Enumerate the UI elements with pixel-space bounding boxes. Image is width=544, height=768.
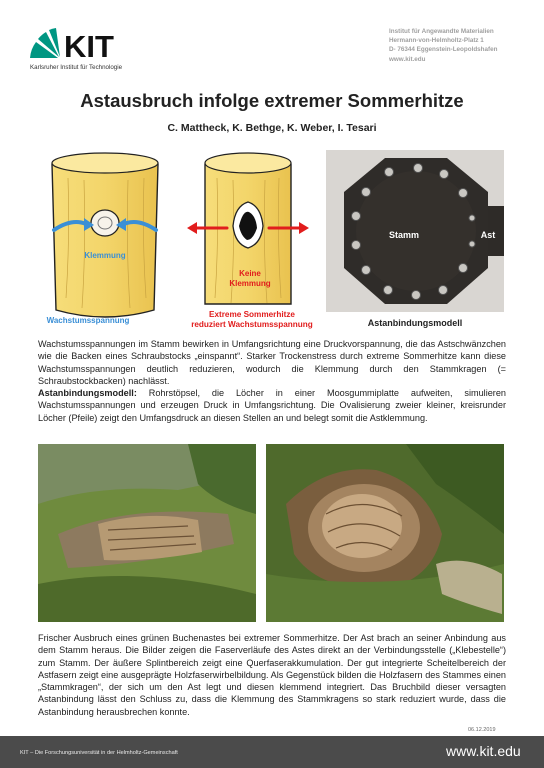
institute-line: Hermann-von-Helmholtz-Platz 1 <box>389 37 484 45</box>
heat-caption-line: reduziert Wachstumsspannung <box>191 320 313 329</box>
no-clamp-label: Keine <box>239 269 261 278</box>
authors: C. Mattheck, K. Bethge, K. Weber, I. Tesari <box>167 122 377 134</box>
page-title: Astausbruch infolge extremer Sommerhitze <box>80 90 464 111</box>
branch-model-photo <box>326 150 504 312</box>
paragraph-1 <box>38 338 506 424</box>
heat-caption-line: Extreme Sommerhitze <box>208 310 295 319</box>
logo-subtitle: Karlsruher Institut für Technologie <box>30 64 123 71</box>
institute-address <box>389 27 497 64</box>
svg-text:KIT: KIT <box>64 29 114 64</box>
branch-label: Ast <box>480 230 496 240</box>
institute-line: www.kit.edu <box>389 55 426 63</box>
clamping-sketch <box>40 148 170 326</box>
footer-website-link[interactable]: www.kit.edu <box>446 743 521 759</box>
stem-label: Stamm <box>388 230 420 240</box>
no-clamp-label: Klemmung <box>229 279 271 288</box>
branch-break-photo-right <box>266 444 504 622</box>
branch-break-photo-left <box>38 444 256 622</box>
model-caption: Astanbindungsmodell <box>367 318 463 328</box>
paragraph-1-text: Wachstumsspannungen im Stamm bewirken in Umfangsrichtung eine Druckvorspannung, die das Astschwänzchen wie die Backen eines Schraubstocks „einspannt“. Starker Trockenstress durch extreme Sommerhitze kann diese Wachstumsspannungen deutlich reduzieren, wodurch die Klemmung durch den Stammkragen (= Schraubstockbacken) nachlässt. <box>38 339 506 386</box>
institute-line: Institut für Angewandte Materialien <box>389 28 494 35</box>
kit-logo <box>28 24 148 80</box>
model-heading: Astanbindungsmodell: <box>38 388 137 399</box>
date: 06.12.2019 <box>468 727 496 733</box>
model-text: Rohrstöpsel, die Löcher in einer Moosgummiplatte aufweiten, simulieren Wachstumsspannungen und erzeugen Druck in Umfangsrichtung. Die Ovalisierung zweier kleiner, kreisrunder Löcher (Pfeile) zeigt den Umfangsdruck an diesen Stellen an und belegt somit die Astklemmung. <box>38 388 506 423</box>
growth-stress-caption: Wachstumsspannung <box>46 316 130 325</box>
clamp-label: Klemmung <box>84 251 126 260</box>
paragraph-2: Frischer Ausbruch eines grünen Buchenastes bei extremer Sommerhitze. Der Ast brach an seiner Anbindung aus dem Stamm heraus. Die Bilder zeigen die Faserverläufe des Astes direkt an der Verbindungsstelle („Klebestelle“) zum Stamm. Der äußere Splintbereich zeigt eine Querfaserakkumulation. Der gut integrierte Scheitelbereich der Astfasern zeigt eine ausgeprägte Holzfaserwirbelbildung. Als Gegenstück bilden die Holzfasern des Stammes einen „Stammkragen“, der sich um den Ast legt und diesen klemmend integriert. Das Bruchbild dieser versagten Astanbindung lässt den Schluss zu, dass die Klemmung des Stammkragens so stark reduziert wurde, dass die Astanbindung herausbrechen konnte. <box>38 633 506 717</box>
no-clamping-sketch <box>183 148 313 308</box>
footer-tagline: KIT – Die Forschungsuniversität in der Helmholtz-Gemeinschaft <box>20 750 178 756</box>
institute-line: D- 76344 Eggenstein-Leopoldshafen <box>389 46 498 54</box>
heat-caption <box>176 310 328 330</box>
